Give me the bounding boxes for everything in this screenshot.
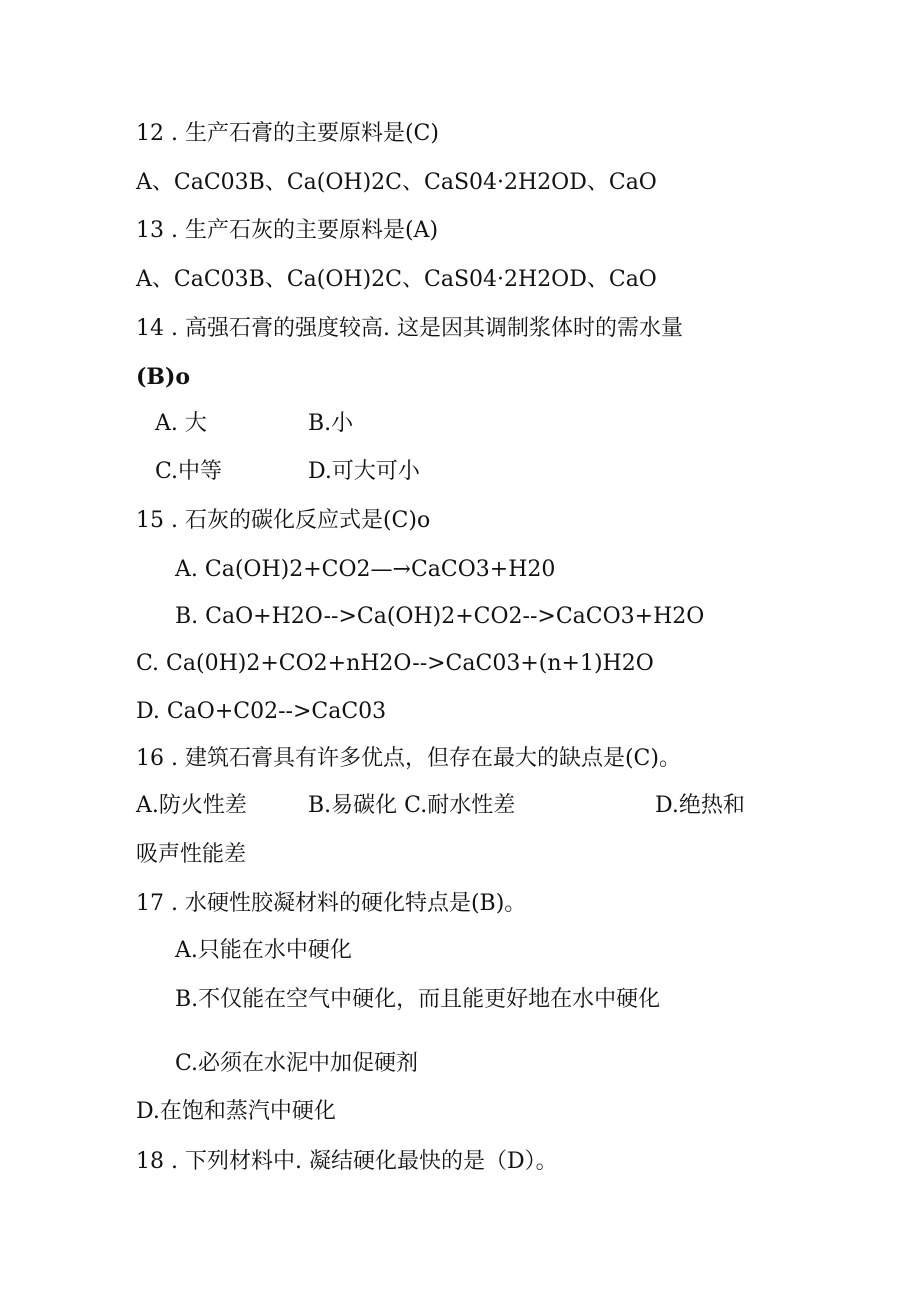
q17-option-d: D.在饱和蒸汽中硬化 <box>136 1099 336 1124</box>
q17-option-c: C.必须在水泥中加促硬剂 <box>175 1051 419 1076</box>
q17-option-b: B.不仅能在空气中硬化，而且能更好地在水中硬化 <box>175 987 661 1012</box>
q17-stem: 17 . 水硬性胶凝材料的硬化特点是(B)。 <box>136 891 527 916</box>
q15-option-c: C. Ca(0H)2+CO2+nH2O-->CaC03+(n+1)H2O <box>136 651 654 676</box>
q16-option-a: A.防火性差 <box>136 793 247 818</box>
q15-option-b: B. CaO+H2O-->Ca(OH)2+CO2-->CaCO3+H2O <box>175 604 705 629</box>
q15-stem: 15 . 石灰的碳化反应式是(C)o <box>136 508 431 533</box>
q16-option-d-cont: 吸声性能差 <box>136 842 247 867</box>
q13-options: A、CaC03B、Ca(OH)2C、CaS04·2H2OD、CaO <box>136 267 657 292</box>
q18-stem: 18 . 下列材料中. 凝结硬化最快的是（D）。 <box>136 1149 558 1174</box>
q16-option-d: D.绝热和 <box>655 793 745 818</box>
q15-option-d: D. CaO+C02-->CaC03 <box>136 699 387 724</box>
q14-stem: 14 . 高强石膏的强度较高. 这是因其调制浆体时的需水量 <box>136 316 683 341</box>
q16-stem: 16 . 建筑石膏具有许多优点，但存在最大的缺点是(C)。 <box>136 746 681 771</box>
q14-option-d: D.可大可小 <box>308 459 420 484</box>
q12-stem: 12 . 生产石膏的主要原料是(C) <box>136 121 439 146</box>
q16-option-bc: B.易碳化 C.耐水性差 <box>308 793 516 818</box>
q12-options: A、CaC03B、Ca(OH)2C、CaS04·2H2OD、CaO <box>136 170 657 195</box>
q14-option-a: A. 大 <box>155 411 207 436</box>
q17-option-a: A.只能在水中硬化 <box>175 938 352 963</box>
q14-stem-cont: (B)o <box>136 364 191 390</box>
q13-stem: 13 . 生产石灰的主要原料是(A) <box>136 218 439 243</box>
q14-option-c: C.中等 <box>155 459 223 484</box>
q14-option-b: B.小 <box>308 411 354 436</box>
q15-option-a: A. Ca(OH)2+CO2—→CaCO3+H20 <box>175 557 556 582</box>
